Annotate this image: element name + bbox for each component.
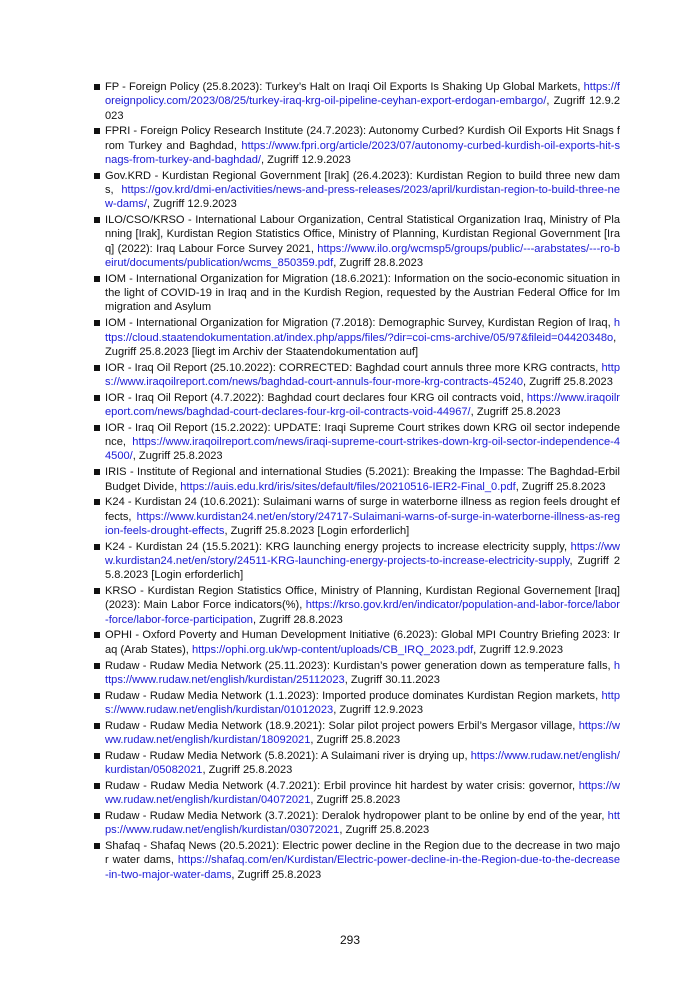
reference-item [94,749,620,778]
bullet-icon [94,723,100,729]
bullet-icon [94,128,100,134]
reference-text: KRSO - Kurdistan Region Statistics Office, Ministry of Planning, Kurdistan Regional Governement [Iraq] (2023): Main Labor Force indicators(%), [105,585,620,612]
reference-link[interactable]: https://www.rudaw.net/english/kurdistan/04072021 [105,779,620,807]
reference-item [94,628,620,657]
reference-text: OPHI - Oxford Poverty and Human Development Initiative (6.2023): Global MPI Country Briefing 2023: Iraq (Arab States), [105,629,620,656]
reference-suffix: , Zugriff 12.9.2023 [261,153,351,166]
reference-item [94,361,620,390]
reference-suffix: , Zugriff 25.8.2023 [Login erforderlich] [224,524,410,537]
reference-item [94,779,620,808]
reference-link[interactable]: https://krso.gov.krd/en/indicator/population-and-labor-force/labor-force/labor-force-participation [105,599,620,626]
bullet-icon [94,753,100,759]
reference-suffix: , Zugriff 25.8.2023 [515,480,606,493]
reference-text: Rudaw - Rudaw Media Network (4.7.2021): Erbil province hit hardest by water crisis: governor, [105,779,579,792]
bullet-icon [94,365,100,371]
reference-link[interactable]: https://www.rudaw.net/english/kurdistan/25112023 [105,659,620,686]
reference-item [94,316,620,359]
reference-item [94,719,620,748]
bullet-icon [94,843,100,849]
reference-list [94,80,620,884]
bullet-icon [94,783,100,789]
reference-text: ILO/CSO/KRSO - International Labour Organization, Central Statistical Organization Iraq, Ministry of Planning [Irak], Kurdistan Region Statistics Office, Ministry of Planning, Kurdistan Regional Government [Iraq] (2022): Iraq Labour Force Survey 2021, [105,214,620,255]
reference-item [94,391,620,420]
reference-item [94,465,620,494]
bullet-icon [94,425,100,431]
reference-item [94,809,620,838]
bullet-icon [94,217,100,223]
reference-item [94,540,620,583]
reference-text: Shafaq - Shafaq News (20.5.2021): Electric power decline in the Region due to the decrease in two major water dams, [105,840,620,867]
reference-item [94,213,620,270]
reference-item [94,80,620,123]
reference-suffix: , Zugriff 25.8.2023 [202,764,293,777]
reference-text: Rudaw - Rudaw Media Network (5.8.2021): A Sulaimani river is drying up, [105,749,471,762]
reference-link[interactable]: https://www.kurdistan24.net/en/story/24511-KRG-launching-energy-projects-to-increase-electricity-supply [105,540,620,567]
reference-text: IOR - Iraq Oil Report (15.2.2022): UPDATE: Iraqi Supreme Court strikes down KRG oil sector independence, [105,421,620,449]
bullet-icon [94,499,100,505]
reference-suffix: , Zugriff 12.9.2023 [146,198,237,211]
reference-link[interactable]: https://www.iraqoilreport.com/news/iraqi-supreme-court-strikes-down-krg-oil-sector-independence-44500/ [105,436,620,463]
bullet-icon [94,663,100,669]
reference-link[interactable]: https://foreignpolicy.com/2023/08/25/turkey-iraq-krg-oil-pipeline-ceyhan-export-erdogan-embargo/ [105,81,620,108]
page-number: 293 [339,933,361,947]
bullet-icon [94,276,100,282]
reference-text: IOM - International Organization for Migration (18.6.2021): Information on the socio-economic situation in the light of COVID-19 in Iraq and in the Kurdish Region, requested by the Austrian Federal Office for Immigration and Asylum [105,272,620,314]
reference-text: K24 - Kurdistan 24 (15.5.2021): KRG launching energy projects to increase electricity supply, [105,540,571,553]
reference-suffix: , Zugriff 25.8.2023 [523,375,613,388]
reference-text: Rudaw - Rudaw Media Network (3.7.2021): Deralok hydropower plant to be online by end of the year, [105,810,608,823]
reference-suffix: , Zugriff 25.8.2023 [470,406,561,419]
reference-suffix: , Zugriff 25.8.2023 [339,824,430,837]
bullet-icon [94,544,100,550]
reference-suffix: , Zugriff 28.8.2023 [333,257,424,270]
bullet-icon [94,632,100,638]
reference-suffix: , Zugriff 25.8.2023 [Login erforderlich] [105,555,620,582]
reference-suffix: , Zugriff 12.9.2023 [333,703,424,716]
reference-item [94,169,620,212]
reference-item [94,584,620,627]
reference-item [94,659,620,688]
reference-link[interactable]: https://www.iraqoilreport.com/news/baghdad-court-annuls-four-more-krg-contracts-45240 [105,361,620,388]
bullet-icon [94,693,100,699]
reference-text: Rudaw - Rudaw Media Network (18.9.2021): Solar pilot project powers Erbil’s Mergasor village, [105,719,579,732]
reference-link[interactable]: https://ophi.org.uk/wp-content/uploads/CB_IRQ_2023.pdf [191,643,474,656]
bullet-icon [94,320,100,326]
reference-text: K24 - Kurdistan 24 (10.6.2021): Sulaimani warns of surge in waterborne illness as region feels drought effects, [105,496,620,523]
reference-link[interactable]: https://www.rudaw.net/english/kurdistan/01012023 [105,689,620,716]
reference-suffix: , Zugriff 30.11.2023 [344,673,440,686]
bullet-icon [94,588,100,594]
reference-link[interactable]: https://cloud.staatendokumentation.at/index.php/apps/files/?dir=coi-cms-archive/05/97&fileid=04420348o [105,317,620,344]
reference-suffix: , Zugriff 25.8.2023 [liegt im Archiv der Staatendokumentation auf] [105,331,617,358]
reference-text: IOR - Iraq Oil Report (4.7.2022): Baghdad court declares four KRG oil contracts void, [105,391,527,404]
reference-item [94,839,620,882]
bullet-icon [94,469,100,475]
reference-suffix: , Zugriff 25.8.2023 [132,450,223,463]
reference-text: IRIS - Institute of Regional and international Studies (5.2021): Breaking the Impasse: The Baghdad-Erbil Budget Divide, [105,466,620,493]
reference-link[interactable]: https://shafaq.com/en/Kurdistan/Electric-power-decline-in-the-Region-due-to-the-decrease-in-two-major-water-dams [105,854,620,881]
bullet-icon [94,813,100,819]
reference-item [94,272,620,315]
reference-link[interactable]: https://gov.krd/dmi-en/activities/news-and-press-releases/2023/april/kurdistan-region-to-build-three-new-dams/ [105,184,620,211]
reference-text: Rudaw - Rudaw Media Network (1.1.2023): Imported produce dominates Kurdistan Region markets, [105,689,602,702]
reference-text: IOM - International Organization for Migration (7.2018): Demographic Survey, Kurdistan Region of Iraq, [105,317,614,330]
reference-link[interactable]: https://www.rudaw.net/english/kurdistan/18092021 [105,719,620,747]
reference-item [94,689,620,718]
reference-suffix: , Zugriff 12.9.2023 [473,643,564,656]
reference-suffix: , Zugriff 25.8.2023 [310,794,401,807]
bullet-icon [94,173,100,179]
reference-suffix: , Zugriff 28.8.2023 [252,613,343,626]
reference-text: Gov.KRD - Kurdistan Regional Government [Irak] (26.4.2023): Kurdistan Region to build three new dams, [105,169,620,197]
reference-link[interactable]: https://www.kurdistan24.net/en/story/24717-Sulaimani-warns-of-surge-in-waterborne-illness-as-region-feels-drought-effects [105,510,620,537]
bullet-icon [94,395,100,401]
reference-text: FP - Foreign Policy (25.8.2023): Turkey’s Halt on Iraqi Oil Exports Is Shaking Up Global Markets, [105,81,584,93]
reference-text: Rudaw - Rudaw Media Network (25.11.2023): Kurdistan’s power generation down as temperature falls, [105,659,614,672]
reference-text: IOR - Iraq Oil Report (25.10.2022): CORRECTED: Baghdad court annuls three more KRG contracts, [105,361,602,374]
reference-link[interactable]: https://www.fpri.org/article/2023/07/autonomy-curbed-kurdish-oil-exports-hit-snags-from-turkey-and-baghdad/ [105,139,620,166]
reference-item [94,124,620,167]
reference-suffix: , Zugriff 25.8.2023 [310,734,401,747]
reference-link[interactable]: https://auis.edu.krd/iris/sites/default/files/20210516-IER2-Final_0.pdf [180,480,516,493]
reference-item [94,495,620,538]
reference-link[interactable]: https://www.rudaw.net/english/kurdistan/05082021 [105,749,620,777]
reference-item [94,421,620,464]
bullet-icon [94,84,100,90]
reference-suffix: , Zugriff 12.9.2023 [105,95,620,122]
reference-suffix: , Zugriff 25.8.2023 [231,868,322,881]
reference-link[interactable]: https://www.iraqoilreport.com/news/baghdad-court-declares-four-krg-oil-contracts-void-44967/ [105,391,620,419]
reference-link[interactable]: https://www.ilo.org/wcmsp5/groups/public/---arabstates/---ro-beirut/documents/publication/wcms_850359.pdf [105,242,620,270]
reference-link[interactable]: https://www.rudaw.net/english/kurdistan/03072021 [105,810,620,837]
reference-text: FPRI - Foreign Policy Research Institute (24.7.2023): Autonomy Curbed? Kurdish Oil Exports Hit Snags from Turkey and Baghdad, [105,125,620,152]
